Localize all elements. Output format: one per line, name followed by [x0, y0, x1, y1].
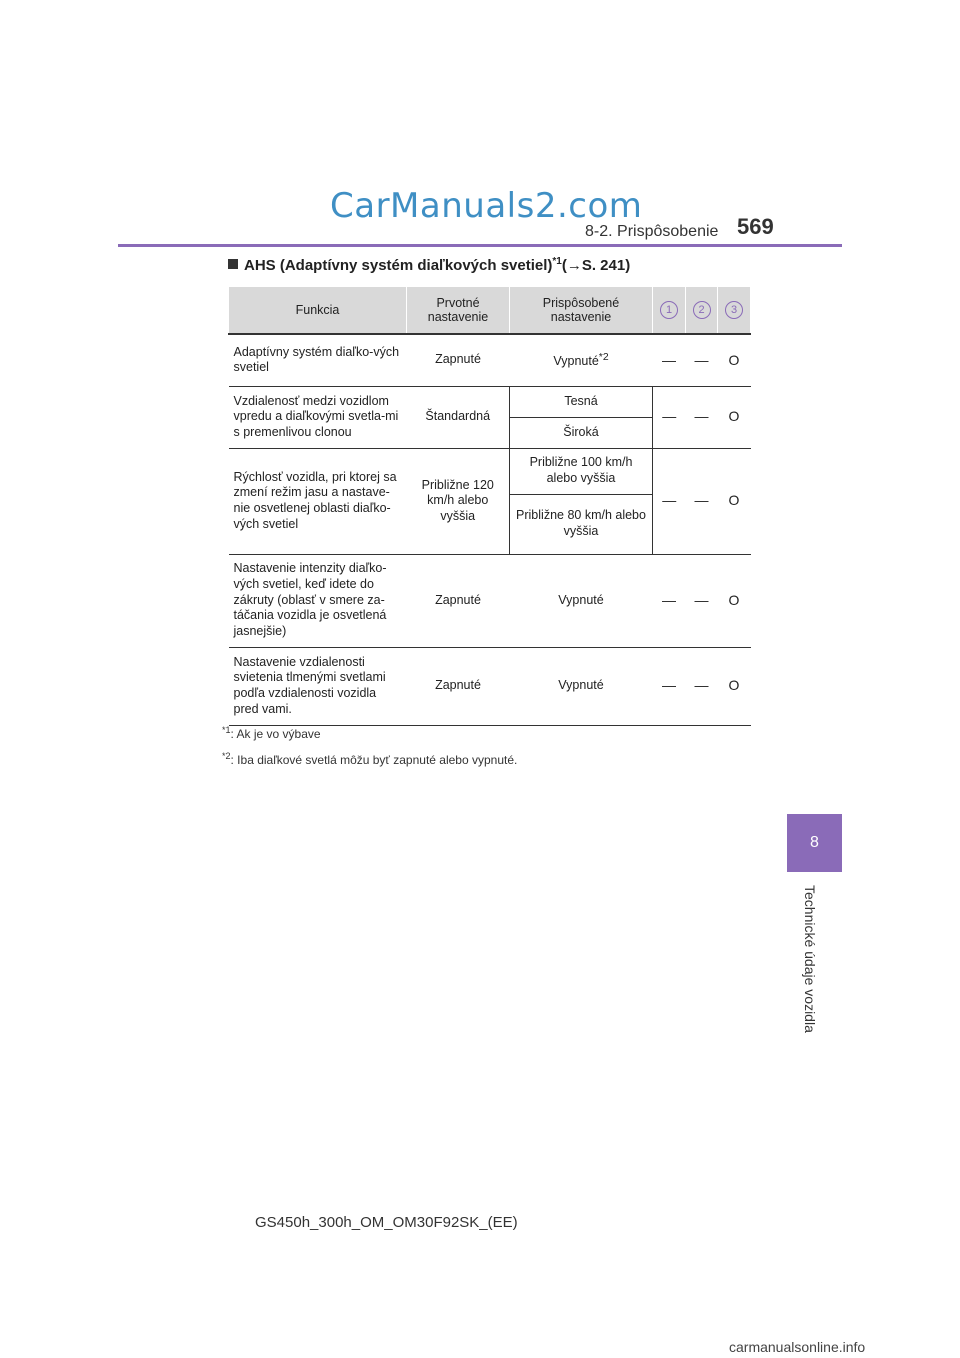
row-col-1: — — [653, 647, 686, 725]
row-initial: Zapnuté — [407, 647, 510, 725]
row-col-3: O — [718, 386, 751, 448]
header-initial: Prvotné nastavenie — [407, 287, 510, 335]
header-col-2 — [686, 287, 718, 335]
row-custom: Vypnuté — [510, 554, 653, 647]
square-bullet-icon — [228, 259, 238, 269]
row-function: Nastavenie vzdialenosti svietenia tlmenými svetlami podľa vzdialenosti vozidla pred vami. — [229, 647, 407, 725]
row-col-1: — — [653, 554, 686, 647]
footnote-text: : Ak je vo výbave — [230, 727, 321, 741]
chapter-tab[interactable] — [787, 814, 842, 872]
row-col-1: — — [653, 448, 686, 554]
row-col-2: — — [686, 647, 718, 725]
document-code: GS450h_300h_OM_OM30F92SK_(EE) — [255, 1214, 518, 1231]
table-row — [229, 334, 751, 386]
row-col-2: — — [686, 554, 718, 647]
page-number: 569 — [737, 214, 774, 239]
row-col-1: — — [653, 334, 686, 386]
chapter-number: 8 — [810, 834, 819, 851]
watermark-bottom: carmanualsonline.info — [729, 1339, 866, 1355]
row-col-2: — — [686, 448, 718, 554]
row-custom-b: Približne 80 km/h alebo vyššia — [510, 494, 653, 554]
section-title-footnote-mark: *1 — [552, 256, 562, 267]
row-function: Vzdialenosť medzi vozidlom vpredu a diaľkovými svetla-mi s premenlivou clonou — [229, 386, 407, 448]
header-custom: Prispôsobené nastavenie — [510, 287, 653, 335]
header-function: Funkcia — [229, 287, 407, 335]
footnotes — [222, 725, 517, 777]
circled-number-icon: 2 — [693, 301, 711, 319]
row-custom-text: Vypnuté — [553, 354, 599, 369]
row-col-3: O — [718, 334, 751, 386]
row-col-2: — — [686, 334, 718, 386]
table-row — [229, 386, 751, 417]
row-function: Nastavenie intenzity diaľko-vých svetiel, keď idete do zákruty (oblasť v smere za-táčania vozidla je osvetlená jasnejšie) — [229, 554, 407, 647]
row-custom — [510, 334, 653, 386]
section-title — [228, 256, 630, 274]
watermark-logo: CarManuals2.com — [330, 186, 643, 226]
row-initial: Zapnuté — [407, 554, 510, 647]
table-row — [229, 647, 751, 725]
row-initial: Približne 120 km/h alebo vyššia — [407, 448, 510, 554]
row-col-1: — — [653, 386, 686, 448]
row-col-3: O — [718, 647, 751, 725]
row-col-3: O — [718, 554, 751, 647]
footnote-text: : Iba diaľkové svetlá môžu byť zapnuté alebo vypnuté. — [230, 753, 518, 767]
footnote-mark: *2 — [222, 751, 231, 761]
header-divider — [118, 244, 842, 247]
row-custom-a: Približne 100 km/h alebo vyššia — [510, 448, 653, 494]
row-custom-a: Tesná — [510, 386, 653, 417]
section-title-text: AHS (Adaptívny systém diaľkových svetiel) — [244, 257, 553, 274]
table-header-row — [229, 287, 751, 335]
header-section-title: 8-2. Prispôsobenie — [585, 223, 719, 240]
row-custom-footnote-mark: *2 — [598, 351, 609, 363]
row-custom: Vypnuté — [510, 647, 653, 725]
row-initial: Zapnuté — [407, 334, 510, 386]
footnote-mark: *1 — [222, 725, 231, 735]
row-function: Rýchlosť vozidla, pri ktorej sa zmení režim jasu a nastave-nie osvetlenej oblasti diaľko-vých svetiel — [229, 448, 407, 554]
row-custom-b: Široká — [510, 417, 653, 448]
settings-table — [228, 286, 751, 726]
row-function: Adaptívny systém diaľko-vých svetiel — [229, 334, 407, 386]
chapter-label: Technické údaje vozidla — [802, 885, 818, 1033]
footnote — [222, 751, 517, 767]
header-col-1 — [653, 287, 686, 335]
circled-number-icon: 1 — [660, 301, 678, 319]
row-col-3: O — [718, 448, 751, 554]
header-col-3 — [718, 287, 751, 335]
row-col-2: — — [686, 386, 718, 448]
table-row — [229, 448, 751, 494]
footnote — [222, 725, 517, 741]
section-title-ref: (→S. 241) — [561, 257, 631, 274]
table-row — [229, 554, 751, 647]
row-initial: Štandardná — [407, 386, 510, 448]
circled-number-icon: 3 — [725, 301, 743, 319]
